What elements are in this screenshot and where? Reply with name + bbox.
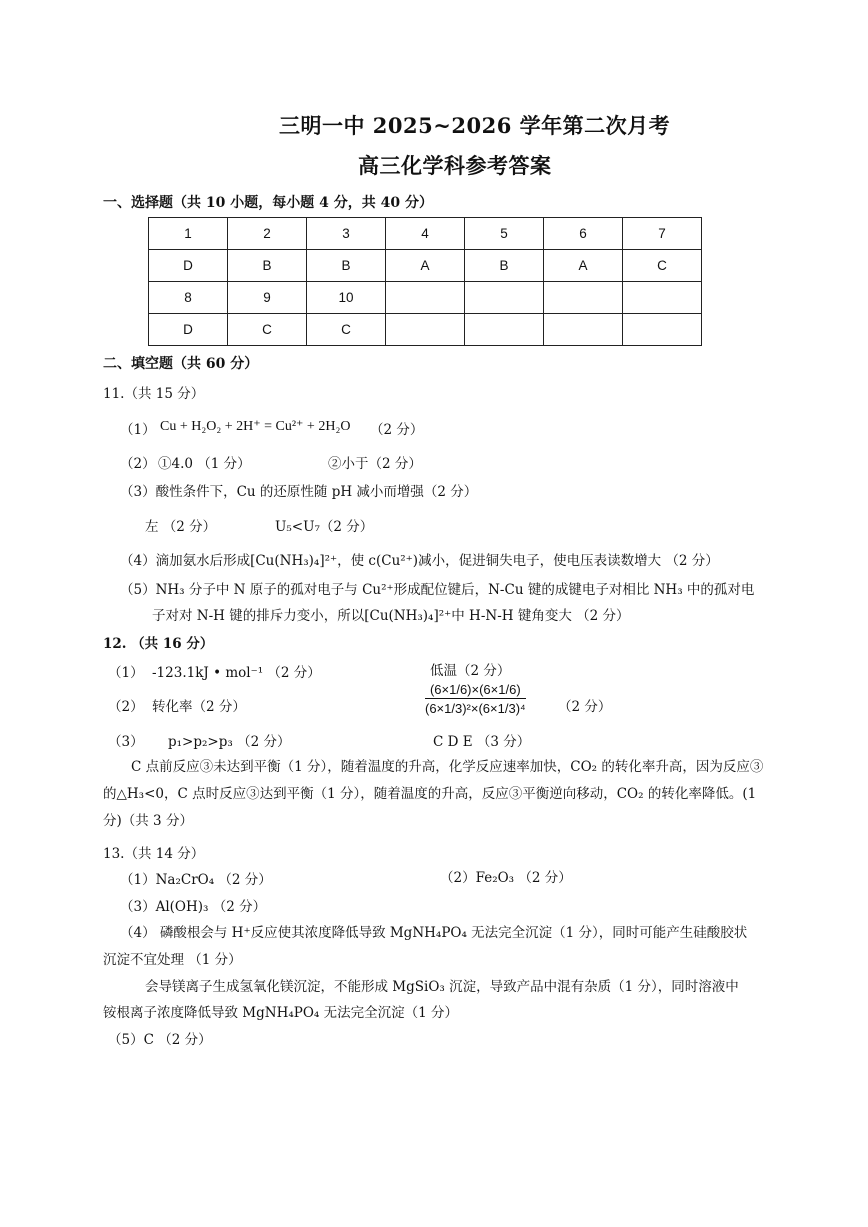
q12-part1-label: （1） [108,665,144,681]
q13-part1: （1）Na₂CrO₄ （2 分） [120,872,272,888]
section-heading-choice: 一、选择题（共 10 小题，每小题 4 分，共 40 分） [103,195,433,211]
q11-part3: （3）酸性条件下，Cu 的还原性随 pH 减小而增强（2 分） [120,484,478,500]
table-cell [465,282,544,314]
page-title: 三明一中 2025~2026 学年第二次月考 [279,113,671,138]
q12-part3-right: C D E （3 分） [433,734,531,750]
table-cell: 1 [149,218,228,250]
q11-part3-voltage: U₅<U₇（2 分） [275,519,374,535]
table-cell [623,282,702,314]
q11-part1-equation: Cu + H₂O₂ + 2H⁺ = Cu²⁺ + 2H₂O [160,419,351,434]
q11-heading: 11.（共 15 分） [103,386,205,402]
table-cell: C [228,314,307,346]
answer-table [148,217,702,346]
table-cell: 4 [386,218,465,250]
q11-part5-line1: （5）NH₃ 分子中 N 原子的孤对电子与 Cu²⁺形成配位键后，N-Cu 键的成键电子对相比 NH₃ 中的孤对电 [120,582,755,598]
table-cell: 5 [465,218,544,250]
table-cell: 9 [228,282,307,314]
q12-part1-value: -123.1kJ • mol⁻¹ （2 分） [152,665,321,681]
q12-part1-right: 低温（2 分） [430,663,511,679]
table-cell [386,314,465,346]
table-cell: 3 [307,218,386,250]
q11-part2-b: ②小于（2 分） [328,456,422,472]
q11-part1-label: （1） [120,422,156,438]
q12-part2-score: （2 分） [558,699,612,715]
table-cell: B [465,250,544,282]
table-cell [386,282,465,314]
table-cell: A [544,250,623,282]
table-cell: D [149,314,228,346]
section-heading-fill: 二、填空题（共 60 分） [103,356,259,372]
table-cell [623,314,702,346]
q11-part2-label: （2） [120,456,156,472]
q13-part2: （2）Fe₂O₃ （2 分） [440,870,572,886]
table-cell: C [623,250,702,282]
q13-part4-line3: 会导镁离子生成氢氧化镁沉淀，不能形成 MgSiO₃ 沉淀，导致产品中混有杂质（1 分），同时溶液中 [145,979,739,995]
fraction-denominator: (6×1/3)²×(6×1/3)⁴ [425,701,526,716]
table-row [149,314,702,346]
q12-part2-label: （2） [108,699,144,715]
table-cell: 10 [307,282,386,314]
q13-part3: （3）Al(OH)₃ （2 分） [120,899,267,915]
table-cell: 7 [623,218,702,250]
q13-part4-line1: （4） 磷酸根会与 H⁺反应使其浓度降低导致 MgNH₄PO₄ 无法完全沉淀（1 分），同时可能产生硅酸胶状 [120,925,748,941]
q13-heading: 13.（共 14 分） [103,846,205,862]
q12-part2-fraction [425,682,526,716]
table-cell: 6 [544,218,623,250]
q12-part3-label: （3） [108,734,144,750]
table-cell: D [149,250,228,282]
q12-part3-value: p₁>p₂>p₃ （2 分） [168,734,291,750]
table-cell: A [386,250,465,282]
table-cell: 2 [228,218,307,250]
table-cell: B [307,250,386,282]
q12-part2-value: 转化率（2 分） [152,699,246,715]
table-cell [544,282,623,314]
table-row [149,250,702,282]
q13-part5: （5）C （2 分） [108,1032,212,1048]
q11-part2-a: ①4.0 （1 分） [158,456,251,472]
table-cell [465,314,544,346]
q11-part4: （4）滴加氨水后形成[Cu(NH₃)₄]²⁺，使 c(Cu²⁺)减小，促进铜失电子，使电压表读数增大 （2 分） [120,553,719,569]
table-cell [544,314,623,346]
q11-part5-line2: 子对对 N-H 键的排斥力变小，所以[Cu(NH₃)₄]²⁺中 H-N-H 键角变大 （2 分） [152,608,630,624]
table-cell: C [307,314,386,346]
q13-part4-line2: 沉淀不宜处理 （1 分） [103,952,242,968]
q12-heading: 12. （共 16 分） [103,636,214,652]
q11-part3-left: 左 （2 分） [145,519,217,535]
table-row [149,282,702,314]
q12-explanation: C 点前反应③未达到平衡（1 分），随着温度的升高，化学反应速率加快，CO₂ 的转化率升高，因为反应③的△H₃<0，C 点时反应③达到平衡（1 分），随着温度的升高，反应③平衡逆向移动，CO₂ 的转化率降低。(1 分)（共 3 分） [103,759,764,829]
table-cell: 8 [149,282,228,314]
table-cell: B [228,250,307,282]
q13-part4-line4: 铵根离子浓度降低导致 MgNH₄PO₄ 无法完全沉淀（1 分） [103,1005,458,1021]
page-subtitle: 高三化学科参考答案 [358,153,552,178]
q11-part1-score: （2 分） [370,422,424,438]
fraction-numerator: (6×1/6)×(6×1/6) [425,682,526,699]
table-row [149,218,702,250]
